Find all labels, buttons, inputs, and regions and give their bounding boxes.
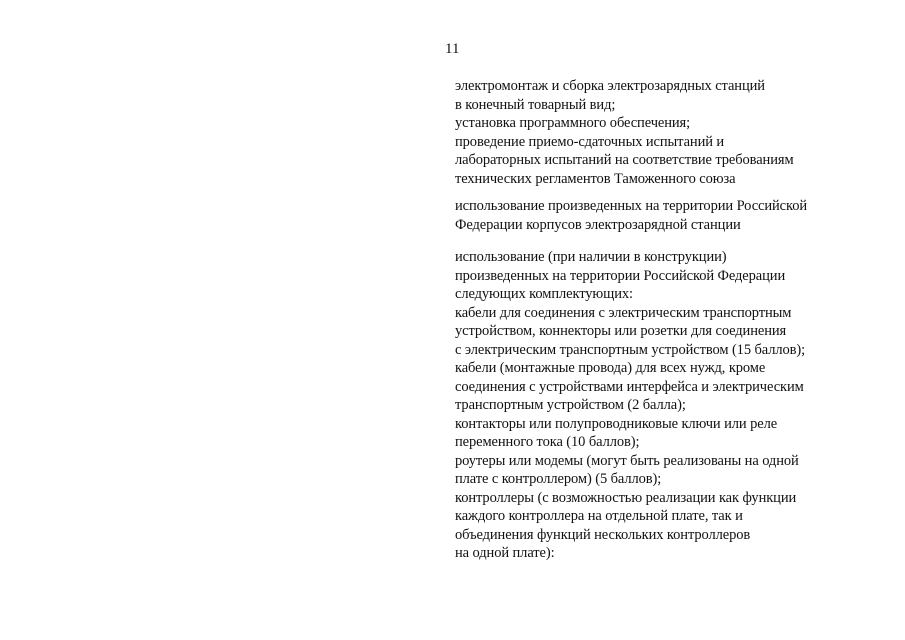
text-line: проведение приемо-сдаточных испытаний и [455,133,725,150]
text-line: объединения функций нескольких контроллеров [455,526,751,543]
text-line: Федерации корпусов электрозарядной станции [455,216,741,233]
page-number: 11 [445,41,460,57]
text-block-housings [455,197,895,234]
text-line: с электрическим транспортным устройством (15 баллов); [455,341,806,358]
text-line: кабели (монтажные провода) для всех нужд, кроме [455,360,766,376]
text-line: роутеры или модемы (могут быть реализованы на одной [455,452,799,469]
text-line: каждого контроллера на отдельной плате, так и [455,508,743,524]
text-line: электромонтаж и сборка электрозарядных станций [455,78,765,94]
text-block-assembly [455,77,895,188]
text-line: устройством, коннекторы или розетки для соединения [455,323,787,339]
text-line: кабели для соединения с электрическим транспортным [455,304,792,321]
text-line: транспортным устройством (2 балла); [455,397,686,413]
text-line: лабораторных испытаний на соответствие требованиям [455,152,794,168]
text-line: технических регламентов Таможенного союза [455,170,736,187]
text-block-components [455,248,895,563]
text-line: на одной плате): [455,545,555,561]
text-line: произведенных на территории Российской Федерации [455,267,786,284]
text-line: следующих комплектующих: [455,286,633,302]
text-line: контроллеры (с возможностью реализации как функции [455,489,797,506]
text-line: контакторы или полупроводниковые ключи или реле [455,415,778,432]
text-line: использование произведенных на территории Российской [455,198,808,214]
text-line: в конечный товарный вид; [455,96,616,113]
text-line: использование (при наличии в конструкции) [455,249,727,265]
text-line: соединения с устройствами интерфейса и электрическим [455,378,804,395]
text-line: переменного тока (10 баллов); [455,434,640,450]
text-line: плате с контроллером) (5 баллов); [455,471,662,487]
text-line: установка программного обеспечения; [455,115,691,131]
